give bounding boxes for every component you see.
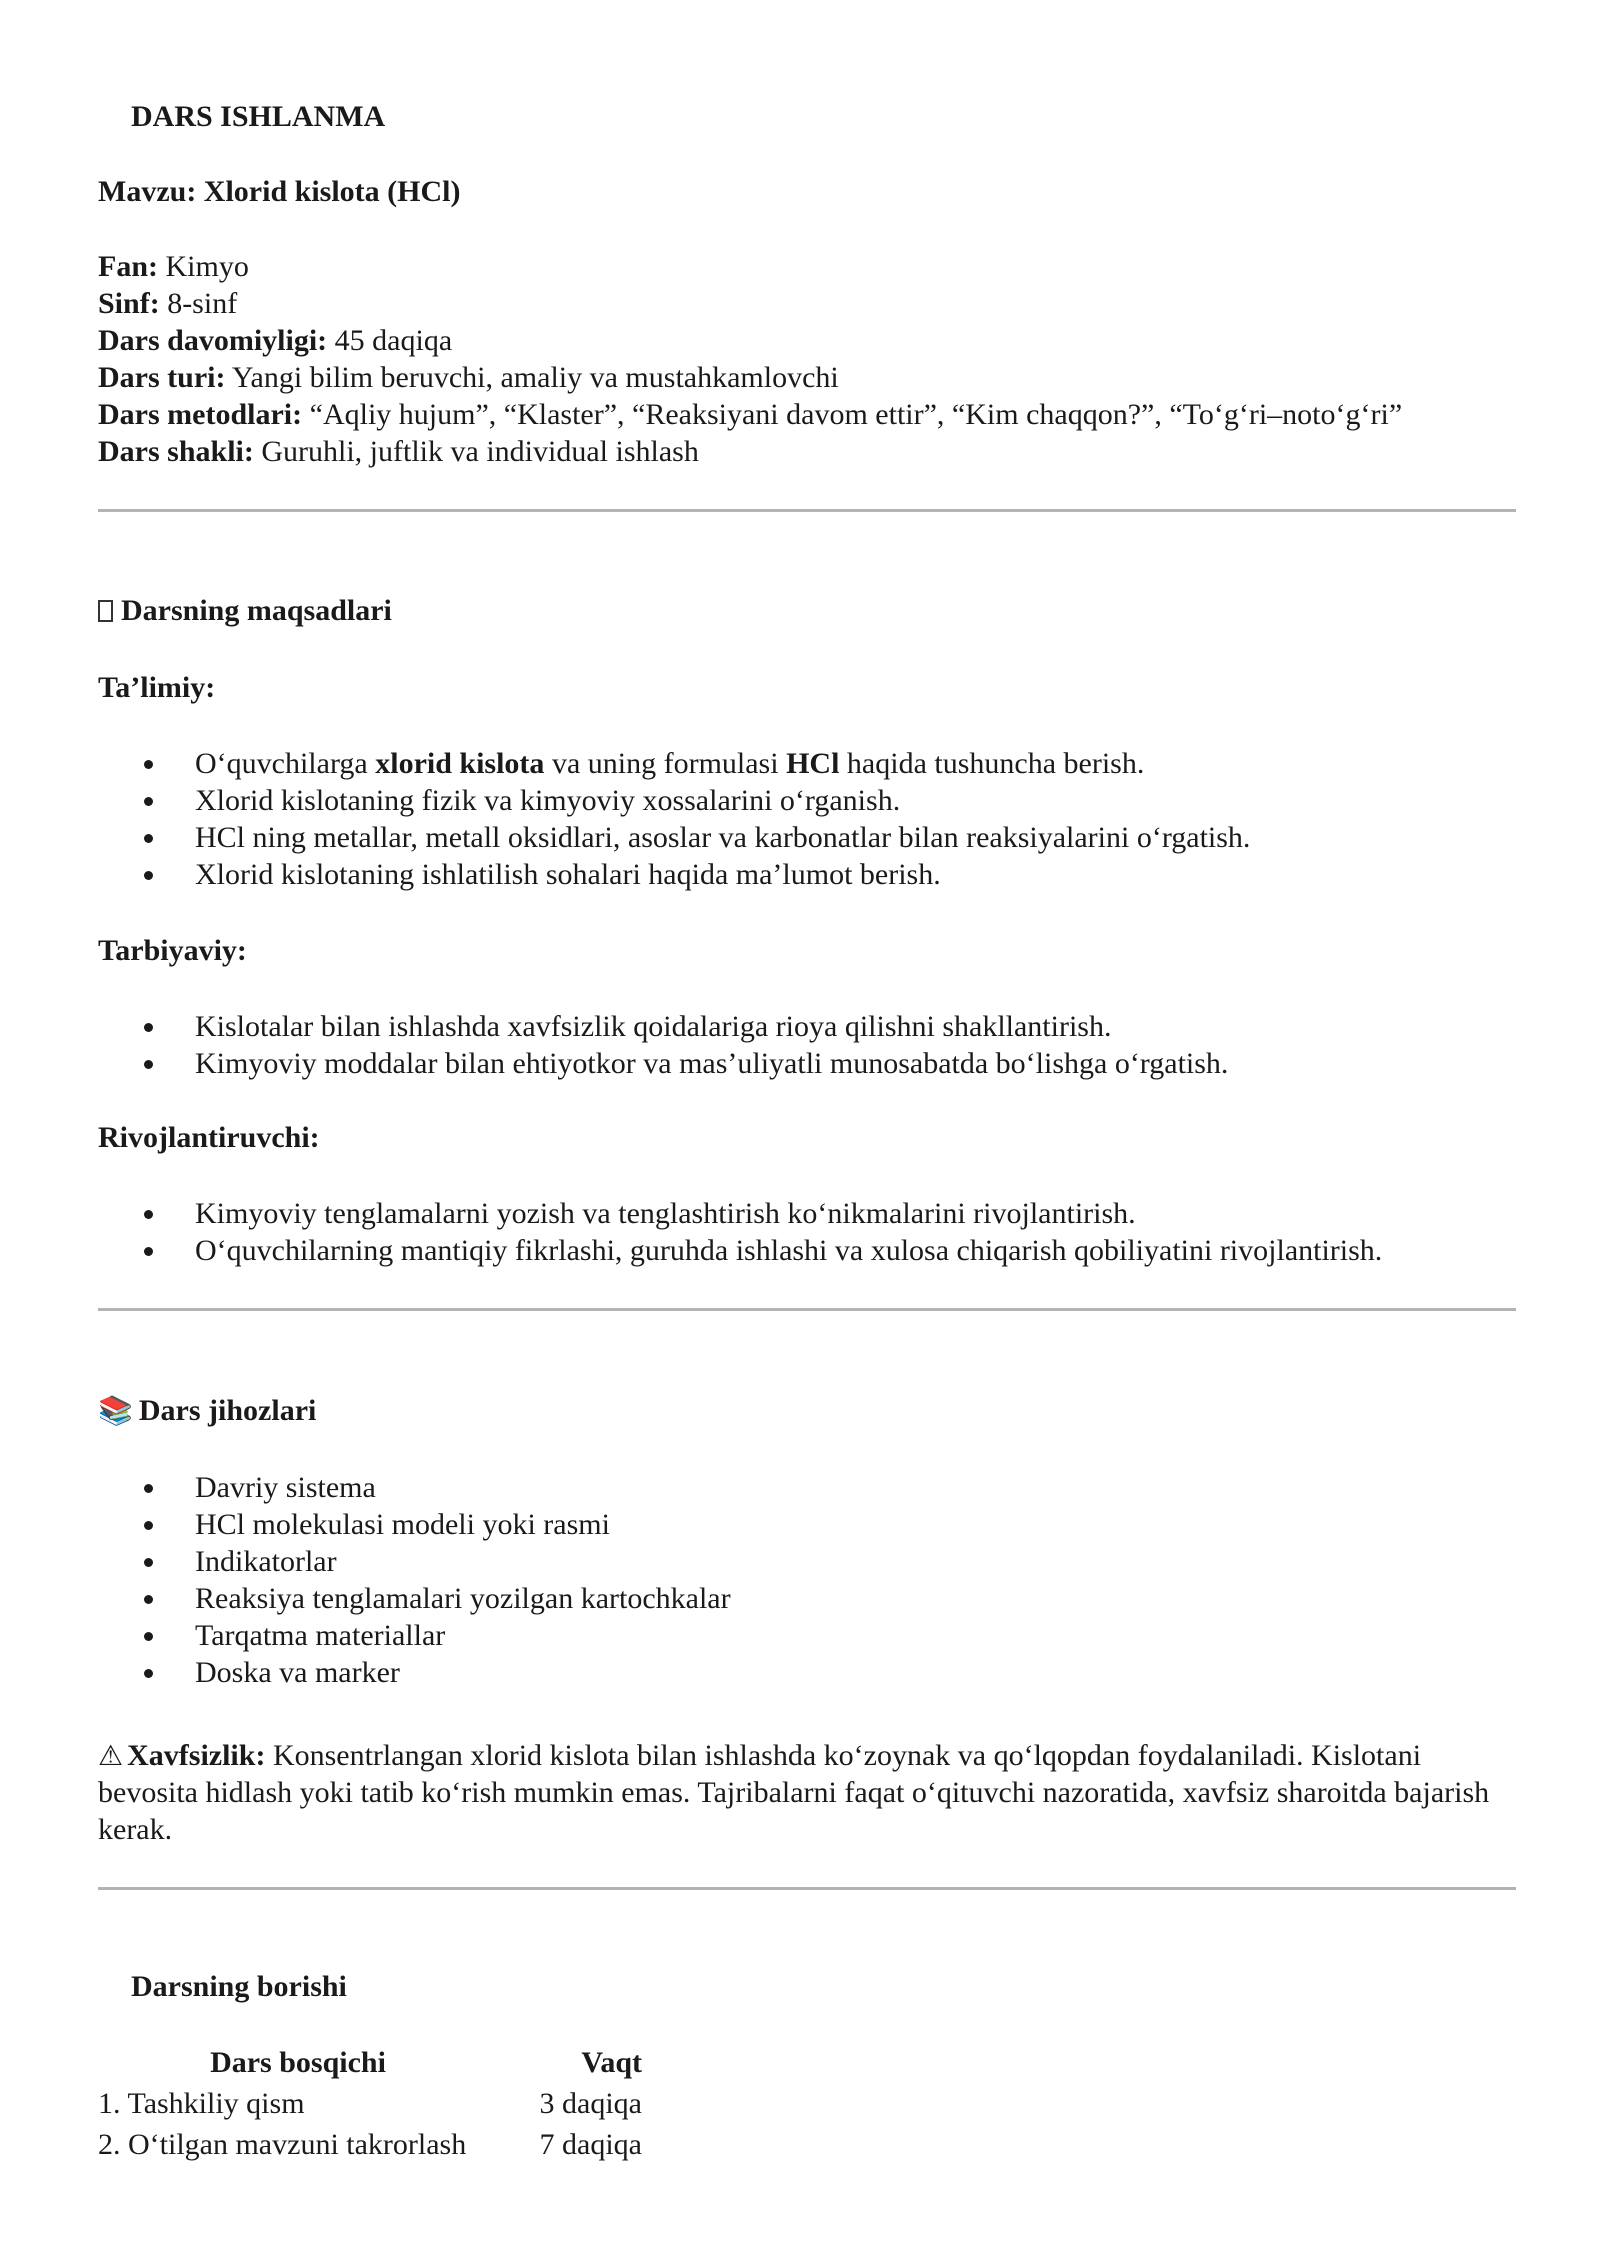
meta-duration xyxy=(98,322,1402,359)
bullet-icon xyxy=(144,1060,153,1069)
safety-note xyxy=(98,1737,1518,1848)
goals-heading xyxy=(98,592,392,629)
bullet-icon xyxy=(144,760,153,769)
divider xyxy=(98,1887,1516,1890)
bullet-icon xyxy=(144,797,153,806)
bullet-icon xyxy=(144,1595,153,1604)
meta-value: Yangi bilim beruvchi, amaliy va mustahkamlovchi xyxy=(225,361,839,394)
bullet-icon xyxy=(144,1023,153,1032)
meta-value: 8-sinf xyxy=(159,287,238,320)
equipment-heading-text: Dars jihozlari xyxy=(138,1394,317,1427)
safety-text: Konsentrlangan xlorid kislota bilan ishlashda ko‘zoynak va qo‘lqopdan foydalaniladi. Kislotani bevosita hidlash yoki tatib ko‘rish mumkin emas. Tajribalarni faqat o‘qituvchi nazoratida, xavfsiz sharoitda bajarish kerak. xyxy=(98,1739,1490,1846)
list-item: O‘quvchilarga xlorid kislota va uning formulasi HCl haqida tushuncha berish. xyxy=(98,745,1518,782)
bullet-icon xyxy=(144,1484,153,1493)
stage-cell: 1. Tashkiliy qism xyxy=(98,2087,305,2120)
meta-label: Sinf: xyxy=(98,287,160,320)
lesson-topic: Mavzu: Xlorid kislota (HCl) xyxy=(98,175,461,208)
educational-list xyxy=(98,745,1518,893)
meta-label: Fan: xyxy=(98,250,158,283)
educational-heading: Ta’limiy: xyxy=(98,671,216,704)
developmental-heading: Rivojlantiruvchi: xyxy=(98,1121,320,1154)
meta-label: Dars davomiyligi: xyxy=(98,324,328,357)
list-item: O‘quvchilarning mantiqiy fikrlashi, guruhda ishlashi va xulosa chiqarish qobiliyatini rivojlantirish. xyxy=(98,1232,1518,1269)
divider xyxy=(98,1308,1516,1311)
safety-label: Xavfsizlik: xyxy=(127,1739,266,1772)
meta-type xyxy=(98,359,1402,396)
bullet-icon xyxy=(144,1669,153,1678)
list-item: Xlorid kislotaning ishlatilish sohalari haqida ma’lumot berish. xyxy=(98,856,1518,893)
upbringing-heading: Tarbiyaviy: xyxy=(98,934,247,967)
table-row xyxy=(98,2083,642,2124)
meta-value: Kimyo xyxy=(158,250,249,283)
meta-label: Dars shakli: xyxy=(98,435,254,468)
column-header-stage: Dars bosqichi xyxy=(210,2046,386,2079)
table-row xyxy=(98,2124,642,2165)
meta-form xyxy=(98,433,1402,470)
goals-heading-text: Darsning maqsadlari xyxy=(121,594,392,627)
meta-subject xyxy=(98,248,1402,285)
equipment-heading xyxy=(98,1392,316,1429)
stage-cell: 2. O‘tilgan mavzuni takrorlash xyxy=(98,2128,467,2161)
procedure-table xyxy=(98,2043,642,2165)
list-item: Reaksiya tenglamalari yozilgan kartochkalar xyxy=(98,1580,1518,1617)
time-cell: 7 daqiqa xyxy=(539,2128,642,2161)
lesson-meta xyxy=(98,248,1402,470)
upbringing-list xyxy=(98,1008,1518,1082)
bullet-icon xyxy=(144,1558,153,1567)
list-item: Kislotalar bilan ishlashda xavfsizlik qoidalariga rioya qilishni shakllantirish. xyxy=(98,1008,1518,1045)
table-header-row xyxy=(98,2043,642,2083)
equipment-list xyxy=(98,1469,1518,1691)
meta-value: Guruhli, juftlik va individual ishlash xyxy=(253,435,699,468)
missing-glyph-icon xyxy=(98,600,113,622)
document-title: DARS ISHLANMA xyxy=(131,100,386,133)
list-item: Doska va marker xyxy=(98,1654,1518,1691)
warning-icon: ⚠ xyxy=(98,1739,124,1772)
time-cell: 3 daqiqa xyxy=(539,2087,642,2120)
bullet-icon xyxy=(144,1247,153,1256)
meta-label: Dars metodlari: xyxy=(98,398,303,431)
list-item: HCl ning metallar, metall oksidlari, asoslar va karbonatlar bilan reaksiyalarini o‘rgatish. xyxy=(98,819,1518,856)
divider xyxy=(98,509,1516,512)
column-header-time: Vaqt xyxy=(581,2046,642,2079)
developmental-list xyxy=(98,1195,1518,1269)
meta-grade xyxy=(98,285,1402,322)
bullet-icon xyxy=(144,871,153,880)
books-icon: 📚 xyxy=(98,1394,133,1427)
bullet-icon xyxy=(144,1521,153,1530)
procedure-heading: Darsning borishi xyxy=(131,1970,347,2003)
meta-label: Dars turi: xyxy=(98,361,226,394)
meta-value: “Aqliy hujum”, “Klaster”, “Reaksiyani davom ettir”, “Kim chaqqon?”, “To‘g‘ri–noto‘g‘ri” xyxy=(302,398,1403,431)
bullet-icon xyxy=(144,834,153,843)
list-item: Davriy sistema xyxy=(98,1469,1518,1506)
list-item: Indikatorlar xyxy=(98,1543,1518,1580)
list-item: Kimyoviy moddalar bilan ehtiyotkor va mas’uliyatli munosabatda bo‘lishga o‘rgatish. xyxy=(98,1045,1518,1082)
list-item: Kimyoviy tenglamalarni yozish va tenglashtirish ko‘nikmalarini rivojlantirish. xyxy=(98,1195,1518,1232)
list-item: HCl molekulasi modeli yoki rasmi xyxy=(98,1506,1518,1543)
bullet-icon xyxy=(144,1632,153,1641)
meta-value: 45 daqiqa xyxy=(327,324,453,357)
list-item: Tarqatma materiallar xyxy=(98,1617,1518,1654)
meta-methods xyxy=(98,396,1402,433)
bullet-icon xyxy=(144,1210,153,1219)
list-item: Xlorid kislotaning fizik va kimyoviy xossalarini o‘rganish. xyxy=(98,782,1518,819)
